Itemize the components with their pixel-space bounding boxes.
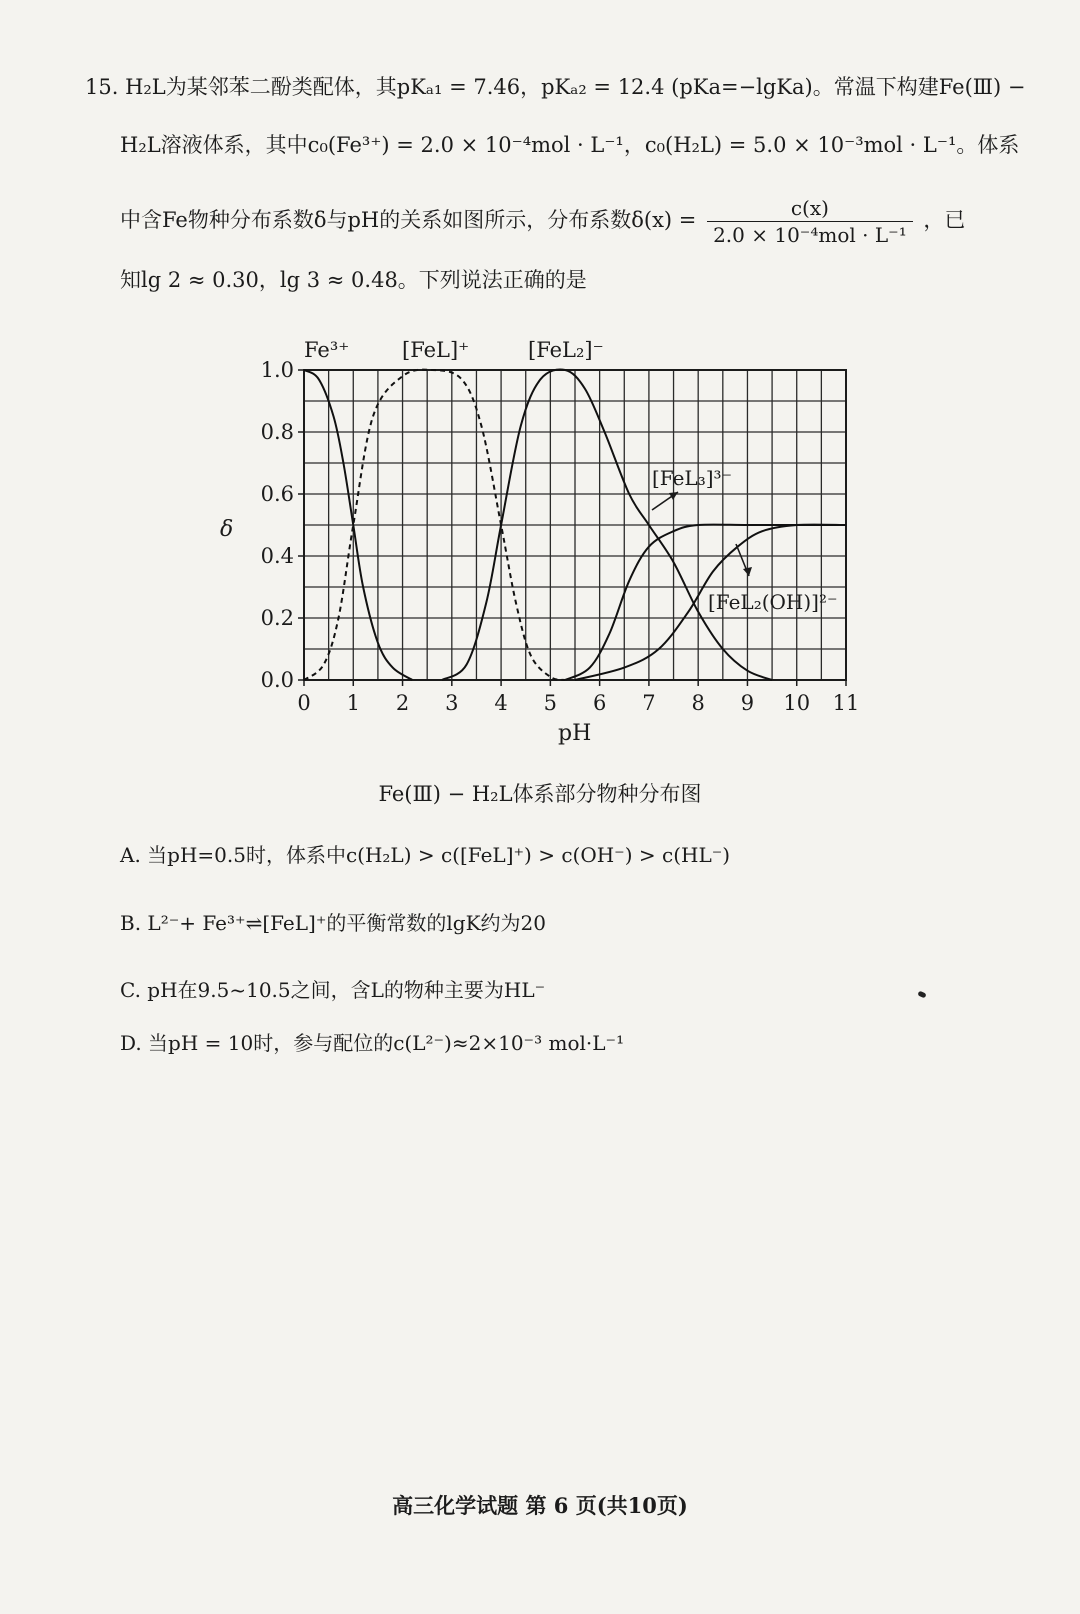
- distribution-fraction: [707, 195, 913, 248]
- fraction-numerator: c(x): [707, 195, 913, 222]
- page-footer: 高三化学试题 第 6 页(共10页): [392, 1493, 688, 1518]
- chart-caption: Fe(Ⅲ) − H₂L体系部分物种分布图: [378, 782, 702, 806]
- x-tick-label: 3: [445, 691, 459, 715]
- distribution-chart: [220, 330, 880, 770]
- x-tick-label: 2: [395, 691, 410, 715]
- y-axis-label: δ: [220, 517, 234, 542]
- label-fel3: [FeL₃]³⁻: [652, 466, 733, 490]
- question-line-2: H₂L溶液体系，其中c₀(Fe³⁺) = 2.0 × 10⁻⁴mol · L⁻¹，c₀(H₂L) = 5.0 × 10⁻³mol · L⁻¹。体系: [120, 133, 1020, 157]
- ink-speck: [917, 991, 926, 999]
- y-tick-label: 0.6: [260, 482, 294, 506]
- y-tick-label: 0.4: [260, 544, 294, 568]
- question-line-4: 知lg 2 ≈ 0.30，lg 3 ≈ 0.48。下列说法正确的是: [120, 268, 587, 292]
- label-fel2oh: [FeL₂(OH)]²⁻: [708, 590, 838, 614]
- y-tick-label: 1.0: [260, 358, 294, 382]
- option-d: D. 当pH = 10时，参与配位的c(L²⁻)≈2×10⁻³ mol·L⁻¹: [120, 1031, 625, 1055]
- x-tick-label: 9: [740, 691, 755, 715]
- x-tick-label: 7: [642, 691, 656, 715]
- option-b: B. L²⁻+ Fe³⁺⇌[FeL]⁺的平衡常数的lgK约为20: [120, 911, 546, 935]
- x-tick-label: 10: [783, 691, 811, 715]
- question-line-3: [120, 195, 1040, 248]
- x-axis-label: pH: [558, 721, 592, 746]
- x-tick-label: 0: [297, 691, 311, 715]
- label-fel: [FeL]⁺: [402, 338, 470, 362]
- fraction-denominator: 2.0 × 10⁻⁴mol · L⁻¹: [713, 223, 907, 247]
- x-tick-label: 4: [494, 691, 508, 715]
- x-tick-label: 1: [346, 691, 360, 715]
- option-a: A. 当pH=0.5时，体系中c(H₂L) > c([FeL]⁺) > c(OH⁻) > c(HL⁻): [120, 843, 731, 867]
- x-tick-label: 8: [691, 691, 705, 715]
- y-tick-label: 0.8: [260, 420, 294, 444]
- chart-svg: [220, 330, 880, 770]
- label-fe3: Fe³⁺: [304, 338, 350, 362]
- x-tick-label: 5: [543, 691, 558, 715]
- question-line-1: 15. H₂L为某邻苯二酚类配体，其pKₐ₁ = 7.46，pKₐ₂ = 12.4 (pKa=−lgKa)。常温下构建Fe(Ⅲ) −: [85, 75, 1026, 99]
- x-tick-label: 11: [832, 691, 860, 715]
- x-tick-label: 6: [592, 691, 607, 715]
- label-fel2: [FeL₂]⁻: [528, 338, 604, 362]
- option-c: C. pH在9.5~10.5之间，含L的物种主要为HL⁻: [120, 978, 546, 1002]
- y-tick-label: 0.2: [260, 606, 294, 630]
- question-line-3-text: 中含Fe物种分布系数δ与pH的关系如图所示，分布系数δ(x) =: [120, 208, 697, 232]
- arrow-fel3-head: [669, 492, 678, 500]
- question-line-3-tail: ，已: [923, 208, 966, 232]
- y-tick-label: 0.0: [260, 668, 294, 692]
